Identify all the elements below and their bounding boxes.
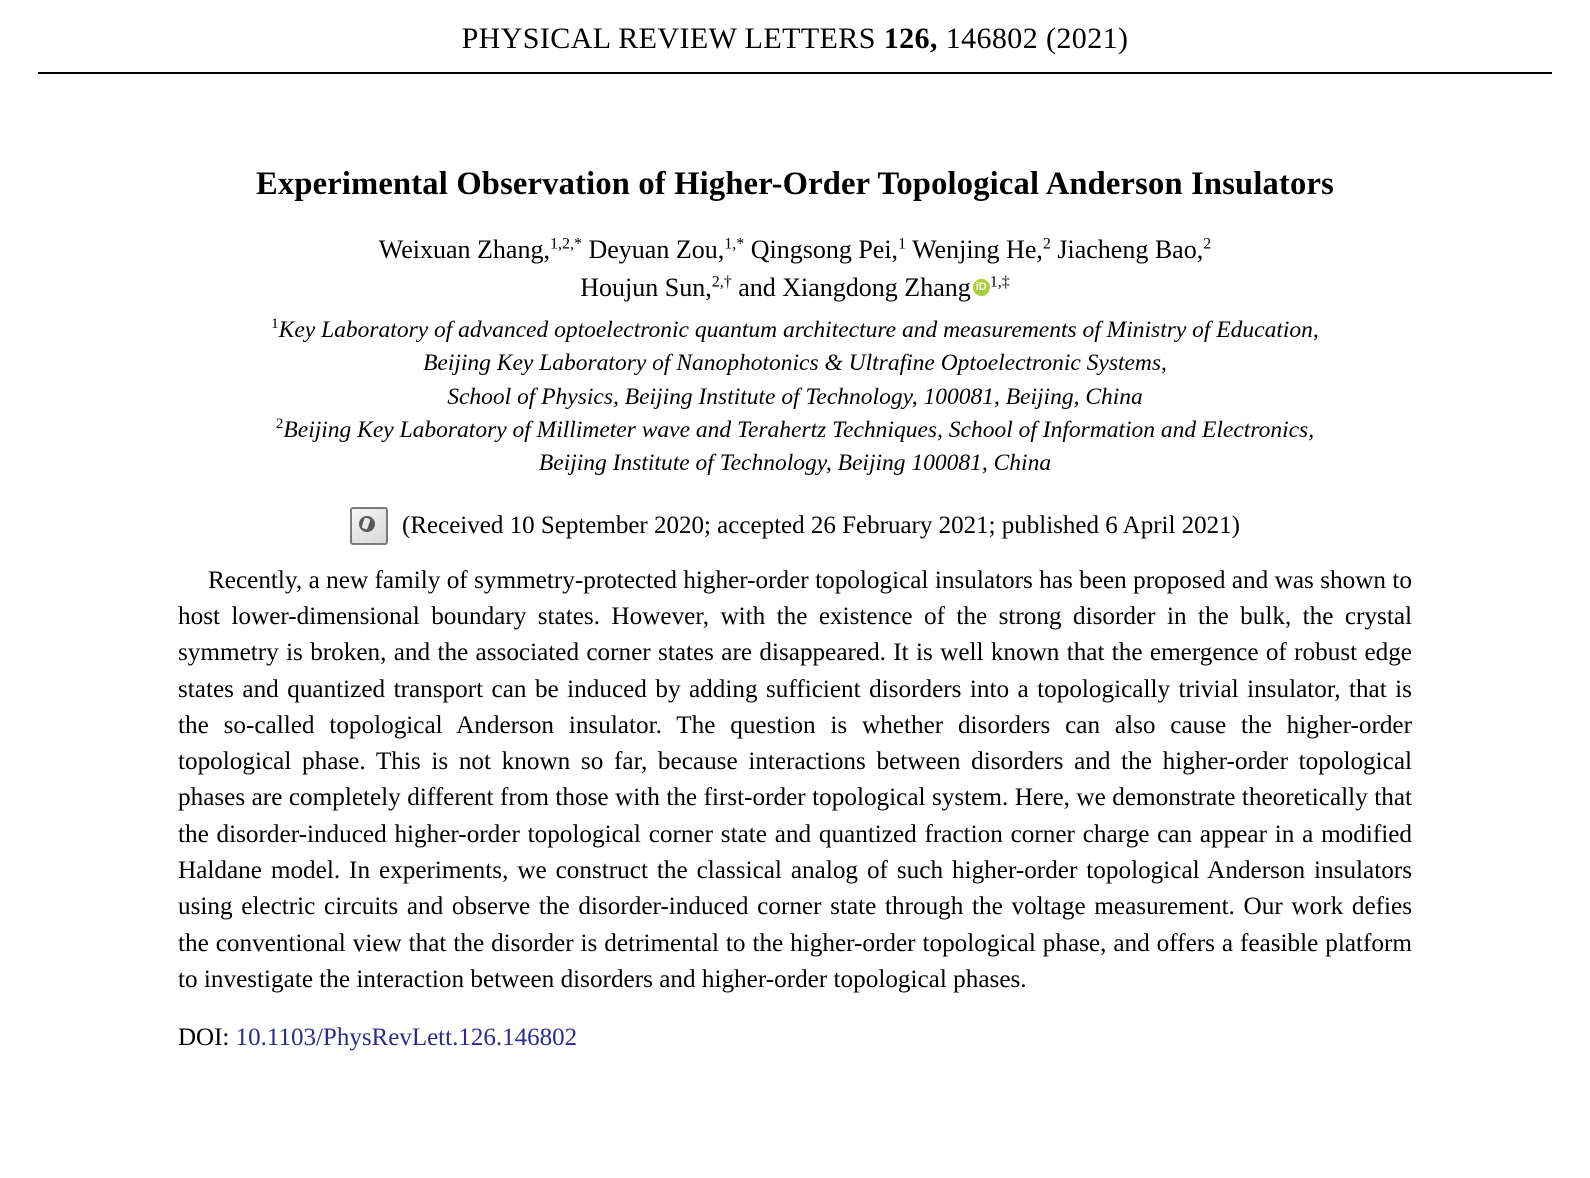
author-affiliation-marker: 1 [898,235,907,253]
affiliation-item [70,314,1520,347]
doi-row [178,1024,1590,1052]
author-affiliation-marker: 2 [1042,235,1051,253]
affiliation-text: Key Laboratory of advanced optoelectronic quantum architecture and measurements of Ministry of Education, [278,316,1319,343]
affiliation-item [70,347,1520,380]
author-affiliation-marker: 2 [1203,235,1212,253]
publication-dates-row [0,507,1590,545]
affiliation-marker: 2 [275,416,284,433]
affiliation-item [70,447,1520,480]
affiliation-list [70,314,1520,481]
affiliation-text: School of Physics, Beijing Institute of Technology, 100081, Beijing, China [447,383,1143,410]
journal-volume: 126, [883,22,938,55]
author-affiliation-marker: 2,† [711,273,732,291]
author-name: Xiangdong Zhang [782,273,971,303]
author-affiliation-marker: 1,‡ [989,273,1010,291]
affiliation-text: Beijing Key Laboratory of Millimeter wave and Terahertz Techniques, School of Information and Electronics, [283,417,1315,444]
affiliation-item [70,381,1520,414]
author-affiliation-marker: 1,2,* [549,235,582,253]
author-name: Houjun Sun, [580,273,712,303]
affiliation-item [70,414,1520,447]
author-list [150,231,1440,308]
author-name: Deyuan Zou, [588,235,725,264]
header-divider [38,72,1552,74]
orcid-icon[interactable] [973,279,990,296]
author-name: Wenjing He, [912,235,1043,264]
crossmark-icon[interactable] [350,507,388,545]
journal-header [0,0,1590,56]
author-name: Qingsong Pei, [750,235,899,264]
author-affiliation-marker: 1,* [724,235,745,253]
doi-link[interactable]: 10.1103/PhysRevLett.126.146802 [235,1024,578,1052]
author-name: Weixuan Zhang, [378,235,550,264]
affiliation-text: Beijing Institute of Technology, Beijing 100081, China [538,450,1052,477]
abstract [178,563,1412,998]
page-title: Experimental Observation of Higher-Order Topological Anderson Insulators [256,166,1334,202]
affiliation-marker: 1 [271,316,279,333]
journal-article-id: 146802 (2021) [945,22,1129,55]
doi-label: DOI: [178,1024,230,1052]
affiliation-text: Beijing Key Laboratory of Nanophotonics & Ultrafine Optoelectronic Systems, [423,350,1167,377]
author-name: Jiacheng Bao, [1057,235,1204,264]
author-list-conjunction: and [738,273,776,303]
abstract-text: Recently, a new family of symmetry-protected higher-order topological insulators has been proposed and was shown to host lower-dimensional boundary states. However, with the existence of the strong disorder in the bulk, the crystal symmetry is broken, and the associated corner states are disappeared. It is well known that the emergence of robust edge states and quantized transport can be induced by adding sufficient disorders into a topologically trivial insulator, that is the so-called topological Anderson insulator. The question is whether disorders can also cause the higher-order topological phase. This is not known so far, because interactions between disorders and the higher-order topological phases are completely different from those with the first-order topological system. Here, we demonstrate theoretically that the disorder-induced higher-order topological corner state and quantized fraction corner charge can appear in a modified Haldane model. In experiments, we construct the classical analog of such higher-order topological Anderson insulators using electric circuits and observe the disorder-induced corner state through the voltage measurement. Our work defies the conventional view that the disorder is detrimental to the higher-order topological phase, and offers a feasible platform to investigate the interaction between disorders and higher-order topological phases. [178,566,1412,993]
journal-name: PHYSICAL REVIEW LETTERS [461,22,876,55]
publication-dates: (Received 10 September 2020; accepted 26 February 2021; published 6 April 2021) [402,511,1240,539]
